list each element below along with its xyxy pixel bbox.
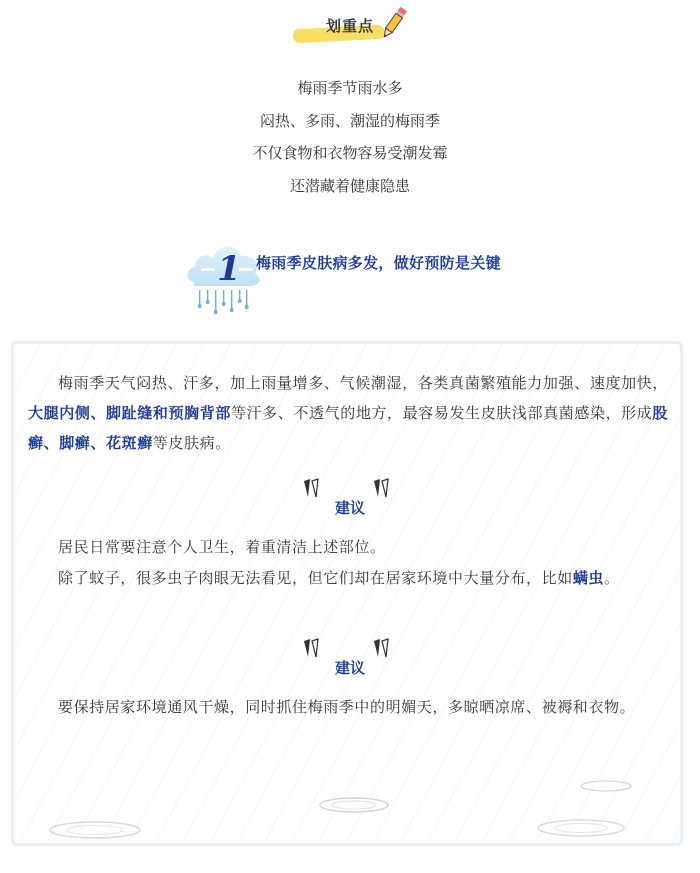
paragraph-text: 等皮肤病。 bbox=[152, 434, 231, 452]
intro-line: 还潜藏着健康隐患 bbox=[289, 176, 410, 195]
advice-heading bbox=[0, 497, 700, 518]
rain-cloud-icon bbox=[183, 234, 265, 320]
quote-mark-icon bbox=[302, 477, 324, 499]
paragraph-hygiene: 居民日常要注意个人卫生，着重清洁上述部位。 bbox=[58, 538, 386, 556]
advice-label: 建议 bbox=[334, 499, 365, 517]
paragraph-text: 等汗多、不透气的地方，最容易发生皮肤浅部真菌感染，形成 bbox=[230, 404, 653, 422]
puddle-decoration bbox=[316, 794, 392, 816]
paragraph-mites bbox=[28, 563, 668, 593]
paragraph-text: 除了蚊子，很多虫子肉眼无法看见，但它们却在居家环境中大量分布，比如 bbox=[58, 569, 573, 587]
pencil-icon bbox=[378, 4, 410, 42]
quote-mark-icon bbox=[372, 477, 394, 499]
section-number: 1 bbox=[217, 249, 241, 289]
highlight-mites: 螨虫 bbox=[572, 569, 605, 587]
puddle-decoration bbox=[578, 778, 634, 794]
puddle-decoration bbox=[46, 818, 144, 842]
paragraph-fungal-infection bbox=[28, 368, 668, 458]
intro-text bbox=[0, 72, 700, 202]
paragraph-ventilation: 要保持居家环境通风干燥，同时抓住梅雨季中的明媚天，多晾晒凉席、被褥和衣物。 bbox=[58, 698, 636, 716]
intro-line: 闷热、多雨、潮湿的梅雨季 bbox=[259, 111, 440, 130]
intro-line: 不仅食物和衣物容易受潮发霉 bbox=[252, 144, 448, 162]
quote-mark-icon bbox=[372, 637, 394, 659]
paragraph-text: 。 bbox=[604, 569, 620, 587]
advice-label: 建议 bbox=[334, 659, 365, 677]
key-points-header bbox=[0, 0, 700, 60]
intro-line: 梅雨季节雨水多 bbox=[297, 79, 403, 97]
header-title: 划重点 bbox=[325, 17, 374, 35]
advice-heading bbox=[0, 657, 700, 678]
section-title: 梅雨季皮肤病多发，做好预防是关键 bbox=[256, 254, 501, 272]
paragraph-text: 梅雨季天气闷热、汗多，加上雨量增多、气候潮湿，各类真菌繁殖能力加强、速度加快， bbox=[58, 374, 668, 392]
puddle-decoration bbox=[534, 816, 628, 840]
highlight-diseases: 股癣、脚癣、花斑癣 bbox=[28, 404, 669, 452]
quote-mark-icon bbox=[302, 637, 324, 659]
highlight-body-parts: 大腿内侧、脚趾缝和预胸背部 bbox=[28, 404, 231, 422]
